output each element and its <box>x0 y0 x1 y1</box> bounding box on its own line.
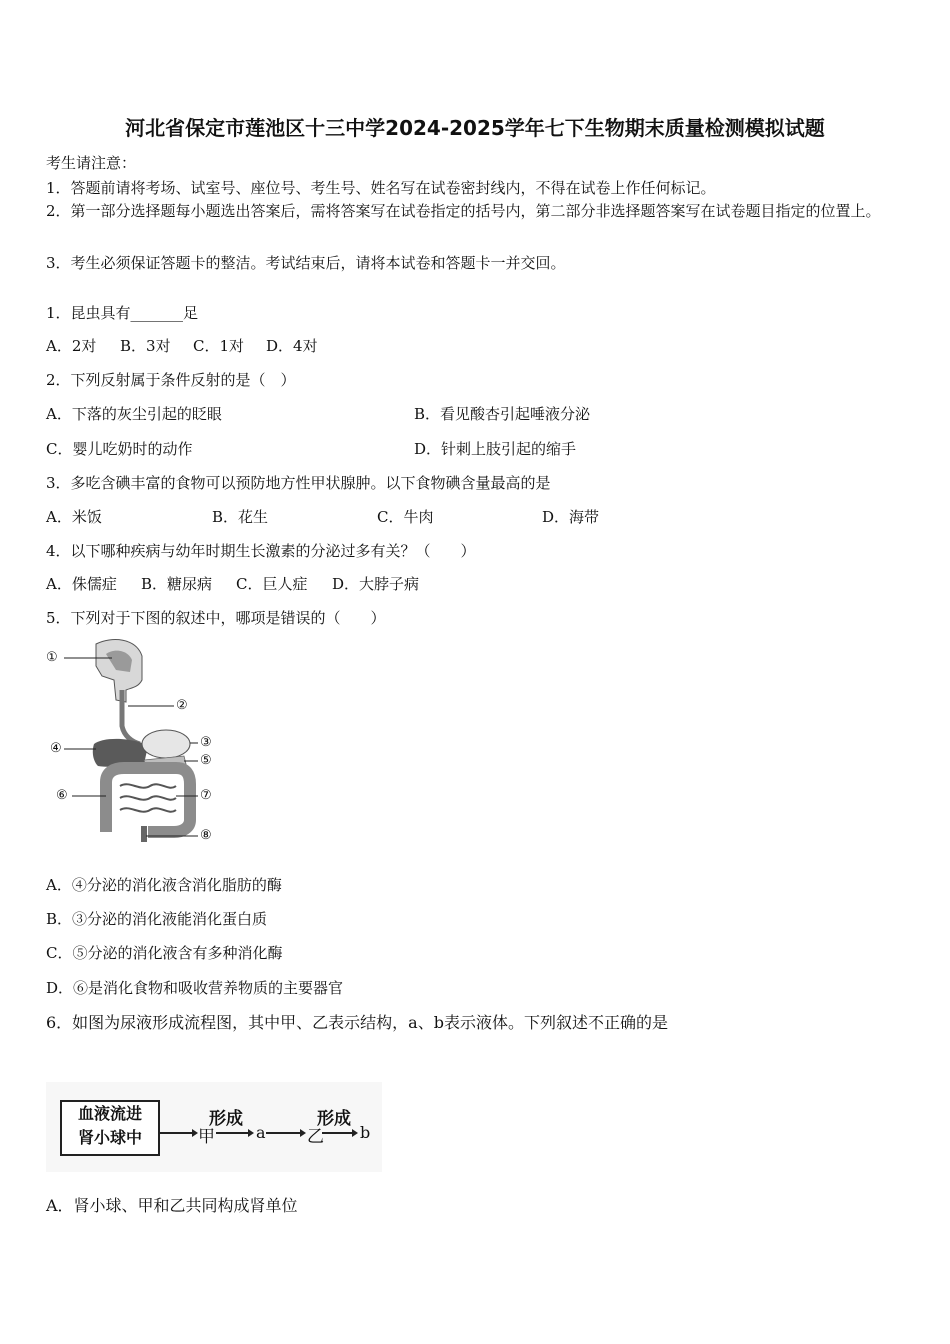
q5-option-b[interactable]: B．③分泌的消化液能消化蛋白质 <box>46 910 268 928</box>
figure-label-6: ⑥ <box>56 788 68 803</box>
question-2-stem: 2．下列反射属于条件反射的是（ ） <box>46 371 296 389</box>
figure-label-2: ② <box>176 698 188 713</box>
flow-b: b <box>360 1123 371 1142</box>
figure-label-3: ③ <box>200 735 212 750</box>
q2-option-a[interactable]: A．下落的灰尘引起的眨眼 <box>46 405 222 423</box>
figure-label-4: ④ <box>50 741 62 756</box>
q1-option-c[interactable]: C．1对 <box>193 337 245 355</box>
flow-step2-label: 形成 <box>317 1109 351 1129</box>
notice-item-1: 1．答题前请将考场、试室号、座位号、考生号、姓名写在试卷密封线内，不得在试卷上作任何标记。 <box>46 179 716 197</box>
urine-formation-flowchart <box>46 1082 382 1172</box>
q3-option-d[interactable]: D．海带 <box>542 508 600 526</box>
flow-step1-label: 形成 <box>209 1109 243 1129</box>
q4-option-a[interactable]: A．侏儒症 <box>46 575 117 593</box>
notice-item-2: 2．第一部分选择题每小题选出答案后，需将答案写在试卷指定的括号内，第二部分非选择题答案写在试卷题目指定的位置上。 <box>46 202 881 220</box>
q3-option-a[interactable]: A．米饭 <box>46 508 102 526</box>
q1-option-d[interactable]: D．4对 <box>266 337 318 355</box>
question-5-stem: 5．下列对于下图的叙述中，哪项是错误的（ ） <box>46 609 386 627</box>
q1-option-a[interactable]: A．2对 <box>46 337 97 355</box>
q1-option-b[interactable]: B．3对 <box>120 337 171 355</box>
flow-box-line-2: 肾小球中 <box>77 1128 142 1147</box>
q6-option-a[interactable]: A．肾小球、甲和乙共同构成肾单位 <box>46 1196 298 1215</box>
flow-a: a <box>256 1123 266 1142</box>
notice-heading: 考生请注意： <box>46 154 137 172</box>
figure-label-1: ① <box>46 650 58 665</box>
q3-option-c[interactable]: C．牛肉 <box>377 508 434 526</box>
q4-option-d[interactable]: D．大脖子病 <box>332 575 420 593</box>
page-title: 河北省保定市莲池区十三中学2024-2025学年七下生物期末质量检测模拟试题 <box>125 116 825 140</box>
question-6-stem: 6．如图为尿液形成流程图，其中甲、乙表示结构，a、b表示液体。下列叙述不正确的是 <box>46 1013 668 1032</box>
question-3-stem: 3．多吃含碘丰富的食物可以预防地方性甲状腺肿。以下食物碘含量最高的是 <box>46 474 551 492</box>
notice-item-3: 3．考生必须保证答题卡的整洁。考试结束后，请将本试卷和答题卡一并交回。 <box>46 254 566 272</box>
question-4-stem: 4．以下哪种疾病与幼年时期生长激素的分泌过多有关？（ ） <box>46 542 476 560</box>
q5-option-c[interactable]: C．⑤分泌的消化液含有多种消化酶 <box>46 944 283 962</box>
question-1-stem: 1．昆虫具有_______足 <box>46 304 199 322</box>
q2-option-b[interactable]: B．看见酸杏引起唾液分泌 <box>414 405 591 423</box>
q2-option-d[interactable]: D．针刺上肢引起的缩手 <box>414 440 577 458</box>
figure-label-7: ⑦ <box>200 788 212 803</box>
digestive-system-figure <box>44 636 224 846</box>
flow-box-line-1: 血液流进 <box>77 1104 142 1123</box>
figure-label-8: ⑧ <box>200 828 212 843</box>
q5-option-d[interactable]: D．⑥是消化食物和吸收营养物质的主要器官 <box>46 979 344 997</box>
figure-label-5: ⑤ <box>200 753 212 768</box>
q2-option-c[interactable]: C．婴儿吃奶时的动作 <box>46 440 193 458</box>
q4-option-b[interactable]: B．糖尿病 <box>141 575 213 593</box>
flow-jia: 甲 <box>198 1127 215 1147</box>
q4-option-c[interactable]: C．巨人症 <box>236 575 308 593</box>
flow-yi: 乙 <box>307 1127 324 1147</box>
q5-option-a[interactable]: A．④分泌的消化液含消化脂肪的酶 <box>46 876 282 894</box>
q3-option-b[interactable]: B．花生 <box>212 508 269 526</box>
